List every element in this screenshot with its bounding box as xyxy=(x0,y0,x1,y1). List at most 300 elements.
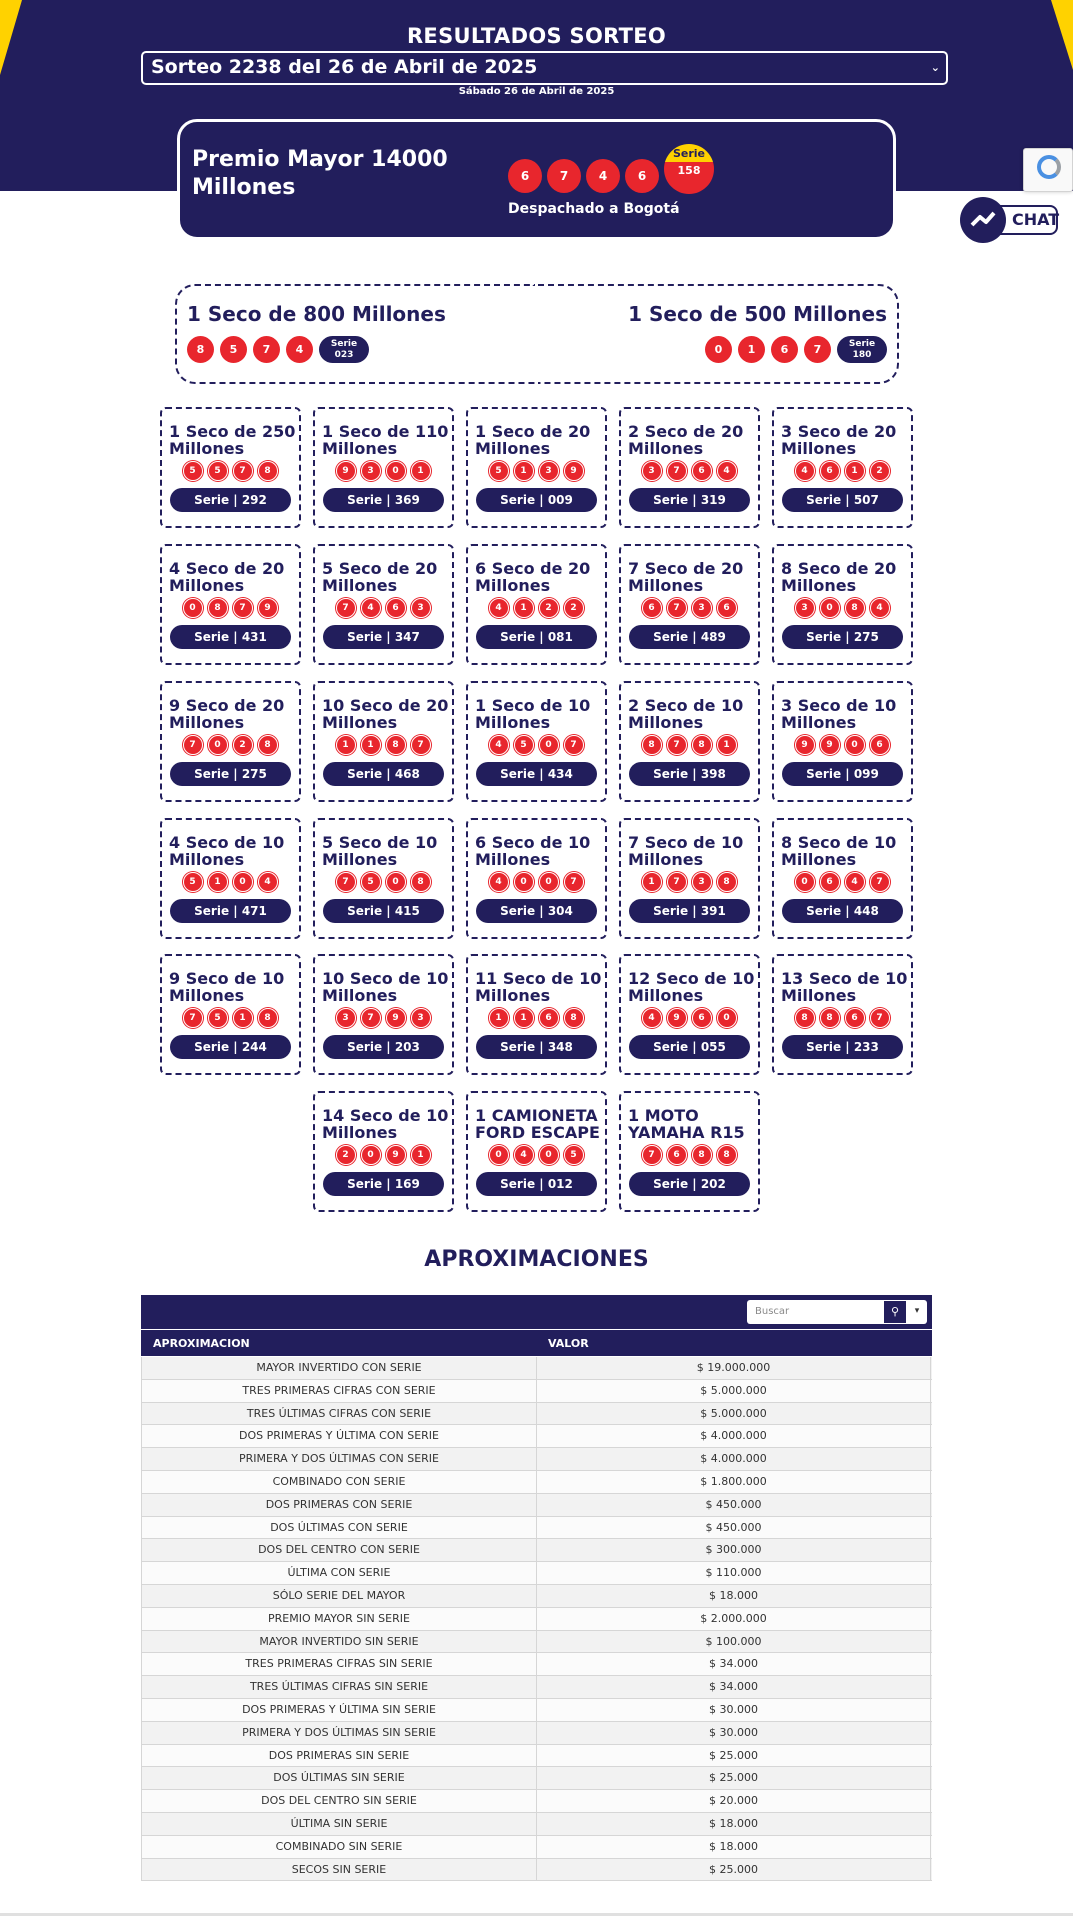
seco-title: 4 Seco de 10 Millones xyxy=(169,833,285,869)
serie-label: Serie xyxy=(330,339,358,349)
recaptcha-icon xyxy=(1037,155,1061,179)
seco-card xyxy=(160,681,301,802)
number-ball: 1 xyxy=(845,461,865,481)
seco-card xyxy=(313,681,454,802)
valor-cell: $ 4.000.000 xyxy=(536,1448,931,1470)
number-ball: 0 xyxy=(386,461,406,481)
table-row xyxy=(141,1471,932,1494)
number-ball: 7 xyxy=(667,735,687,755)
table-row xyxy=(141,1699,932,1722)
number-ball: 2 xyxy=(539,598,559,618)
seco-card xyxy=(466,544,607,665)
number-ball: 1 xyxy=(489,1008,509,1028)
search-icon[interactable]: ⚲ xyxy=(883,1300,907,1324)
serie-pill: Serie | 434 xyxy=(476,762,597,786)
serie-pill: Serie | 055 xyxy=(629,1035,750,1059)
number-ball: 8 xyxy=(692,1145,712,1165)
aproximacion-cell: DOS PRIMERAS Y ÚLTIMA SIN SERIE xyxy=(141,1699,536,1721)
seco-title: 3 Seco de 10 Millones xyxy=(781,696,897,732)
seco-numbers xyxy=(621,1145,757,1165)
seco-card xyxy=(160,954,301,1075)
seco-numbers xyxy=(774,461,910,481)
number-ball: 6 xyxy=(870,735,890,755)
aproximacion-cell: COMBINADO CON SERIE xyxy=(141,1471,536,1493)
number-ball: 0 xyxy=(208,735,228,755)
number-ball: 0 xyxy=(183,598,203,618)
seco-title: 5 Seco de 20 Millones xyxy=(322,559,438,595)
valor-cell: $ 30.000 xyxy=(536,1699,931,1721)
serie-pill: Serie | 415 xyxy=(323,899,444,923)
seco-card xyxy=(772,954,913,1075)
valor-cell: $ 34.000 xyxy=(536,1676,931,1698)
number-ball: 8 xyxy=(717,1145,737,1165)
number-ball: 8 xyxy=(692,735,712,755)
table-row xyxy=(141,1403,932,1426)
dropdown-toggle[interactable]: ▾ xyxy=(907,1300,927,1324)
aproximacion-cell: COMBINADO SIN SERIE xyxy=(141,1836,536,1858)
column-header[interactable]: VALOR xyxy=(548,1337,589,1350)
number-ball: 1 xyxy=(514,1008,534,1028)
seco-numbers xyxy=(468,598,604,618)
number-ball: 4 xyxy=(717,461,737,481)
table-row xyxy=(141,1631,932,1654)
number-ball: 6 xyxy=(820,872,840,892)
number-ball: 8 xyxy=(258,461,278,481)
aproximacion-cell: TRES PRIMERAS CIFRAS CON SERIE xyxy=(141,1380,536,1402)
premio-mayor-title: Premio Mayor 14000 Millones xyxy=(192,147,448,200)
valor-cell: $ 25.000 xyxy=(536,1767,931,1789)
number-ball: 8 xyxy=(795,1008,815,1028)
seco-card xyxy=(772,818,913,939)
aproximacion-cell: DOS ÚLTIMAS SIN SERIE xyxy=(141,1767,536,1789)
seco-card xyxy=(313,818,454,939)
number-ball: 2 xyxy=(336,1145,356,1165)
number-ball: 7 xyxy=(564,872,584,892)
messenger-icon xyxy=(960,197,1006,243)
table-row xyxy=(141,1745,932,1768)
number-ball: 7 xyxy=(361,1008,381,1028)
serie-pill: Serie | 319 xyxy=(629,488,750,512)
number-ball: 1 xyxy=(336,735,356,755)
seco-numbers xyxy=(468,1008,604,1028)
serie-pill: Serie | 012 xyxy=(476,1172,597,1196)
number-ball: 3 xyxy=(692,598,712,618)
serie-pill: Serie | 202 xyxy=(629,1172,750,1196)
number-ball: 6 xyxy=(692,461,712,481)
aproximacion-cell: PRIMERA Y DOS ÚLTIMAS SIN SERIE xyxy=(141,1722,536,1744)
number-ball: 0 xyxy=(539,872,559,892)
seco-numbers xyxy=(315,598,451,618)
seco-numbers xyxy=(315,1145,451,1165)
seco-numbers xyxy=(621,461,757,481)
number-ball: 2 xyxy=(233,735,253,755)
number-ball: 9 xyxy=(820,735,840,755)
number-ball: 5 xyxy=(220,336,247,363)
serie-pill: Serie | 431 xyxy=(170,625,291,649)
seco-card xyxy=(466,407,607,528)
number-ball: 8 xyxy=(845,598,865,618)
seco-numbers xyxy=(468,872,604,892)
number-ball: 1 xyxy=(717,735,737,755)
number-ball: 9 xyxy=(795,735,815,755)
seco-numbers xyxy=(468,735,604,755)
table-row xyxy=(141,1539,932,1562)
seco-numbers xyxy=(187,336,369,363)
seco-numbers xyxy=(315,1008,451,1028)
aproximacion-cell: DOS PRIMERAS CON SERIE xyxy=(141,1494,536,1516)
draw-date: Sábado 26 de Abril de 2025 xyxy=(458,86,615,97)
number-ball: 7 xyxy=(870,872,890,892)
draw-select[interactable] xyxy=(141,51,948,85)
seco-numbers xyxy=(705,336,887,363)
number-ball: 4 xyxy=(642,1008,662,1028)
serie-pill: Serie | 244 xyxy=(170,1035,291,1059)
number-ball: 6 xyxy=(642,598,662,618)
number-ball: 3 xyxy=(539,461,559,481)
number-ball: 6 xyxy=(625,159,659,193)
valor-cell: $ 450.000 xyxy=(536,1517,931,1539)
number-ball: 8 xyxy=(208,598,228,618)
seco-card xyxy=(619,1091,760,1212)
valor-cell: $ 20.000 xyxy=(536,1790,931,1812)
seco-numbers xyxy=(315,735,451,755)
seco-title: 10 Seco de 10 Millones xyxy=(322,969,449,1005)
number-ball: 9 xyxy=(667,1008,687,1028)
seco-title: 12 Seco de 10 Millones xyxy=(628,969,755,1005)
number-ball: 4 xyxy=(489,735,509,755)
number-ball: 5 xyxy=(183,461,203,481)
number-ball: 5 xyxy=(208,461,228,481)
seco-title: 2 Seco de 20 Millones xyxy=(628,422,744,458)
aproximacion-cell: DOS DEL CENTRO CON SERIE xyxy=(141,1539,536,1561)
number-ball: 5 xyxy=(208,1008,228,1028)
seco-numbers xyxy=(621,598,757,618)
number-ball: 0 xyxy=(717,1008,737,1028)
seco-card xyxy=(619,681,760,802)
seco-title: 1 Seco de 110 Millones xyxy=(322,422,449,458)
search-input[interactable]: Buscar xyxy=(747,1300,883,1324)
seco-card xyxy=(619,544,760,665)
number-ball: 8 xyxy=(564,1008,584,1028)
table-row xyxy=(141,1859,932,1882)
number-ball: 6 xyxy=(771,336,798,363)
number-ball: 8 xyxy=(386,735,406,755)
seco-title: 7 Seco de 20 Millones xyxy=(628,559,744,595)
seco-title: 1 MOTO YAMAHA R15 xyxy=(628,1106,745,1142)
number-ball: 2 xyxy=(564,598,584,618)
seco-title: 8 Seco de 10 Millones xyxy=(781,833,897,869)
number-ball: 6 xyxy=(820,461,840,481)
number-ball: 6 xyxy=(845,1008,865,1028)
valor-cell: $ 18.000 xyxy=(536,1813,931,1835)
valor-cell: $ 4.000.000 xyxy=(536,1425,931,1447)
number-ball: 7 xyxy=(870,1008,890,1028)
number-ball: 3 xyxy=(336,1008,356,1028)
number-ball: 3 xyxy=(361,461,381,481)
number-ball: 5 xyxy=(489,461,509,481)
number-ball: 5 xyxy=(514,735,534,755)
aproximacion-cell: DOS PRIMERAS SIN SERIE xyxy=(141,1745,536,1767)
table-row xyxy=(141,1813,932,1836)
number-ball: 0 xyxy=(386,872,406,892)
number-ball: 1 xyxy=(514,598,534,618)
number-ball: 3 xyxy=(692,872,712,892)
number-ball: 9 xyxy=(258,598,278,618)
recaptcha-badge[interactable] xyxy=(1023,148,1073,192)
aproximacion-cell: PREMIO MAYOR SIN SERIE xyxy=(141,1608,536,1630)
serie-pill: Serie | 009 xyxy=(476,488,597,512)
seco-title: 1 Seco de 250 Millones xyxy=(169,422,296,458)
serie-pill: Serie | 348 xyxy=(476,1035,597,1059)
seco-title: 1 Seco de 10 Millones xyxy=(475,696,591,732)
seco-title: 13 Seco de 10 Millones xyxy=(781,969,908,1005)
seco-numbers xyxy=(774,735,910,755)
seco-card xyxy=(772,407,913,528)
serie-pill: Serie | 489 xyxy=(629,625,750,649)
valor-cell: $ 5.000.000 xyxy=(536,1380,931,1402)
serie-pill: Serie | 391 xyxy=(629,899,750,923)
serie-pill: Serie | 275 xyxy=(782,625,903,649)
seco-title: 2 Seco de 10 Millones xyxy=(628,696,744,732)
seco-800-card xyxy=(175,284,535,384)
seco-numbers xyxy=(162,1008,298,1028)
valor-cell: $ 25.000 xyxy=(536,1859,931,1881)
number-ball: 6 xyxy=(508,159,542,193)
valor-cell: $ 100.000 xyxy=(536,1631,931,1653)
seco-card xyxy=(160,544,301,665)
seco-title: 5 Seco de 10 Millones xyxy=(322,833,438,869)
number-ball: 0 xyxy=(489,1145,509,1165)
serie-pill: Serie | 304 xyxy=(476,899,597,923)
serie-label: Serie xyxy=(848,339,876,349)
number-ball: 4 xyxy=(870,598,890,618)
seco-card xyxy=(619,407,760,528)
number-ball: 7 xyxy=(564,735,584,755)
seco-card xyxy=(160,818,301,939)
number-ball: 4 xyxy=(489,872,509,892)
seco-card xyxy=(466,818,607,939)
seco-title: 9 Seco de 10 Millones xyxy=(169,969,285,1005)
number-ball: 1 xyxy=(738,336,765,363)
seco-numbers xyxy=(774,1008,910,1028)
premio-mayor-numbers xyxy=(508,147,714,194)
valor-cell: $ 300.000 xyxy=(536,1539,931,1561)
number-ball: 7 xyxy=(183,1008,203,1028)
table-row xyxy=(141,1722,932,1745)
table-row xyxy=(141,1653,932,1676)
serie-pill: Serie | 369 xyxy=(323,488,444,512)
table-row xyxy=(141,1357,932,1380)
number-ball: 8 xyxy=(187,336,214,363)
seco-card xyxy=(313,407,454,528)
seco-title: 9 Seco de 20 Millones xyxy=(169,696,285,732)
number-ball: 5 xyxy=(564,1145,584,1165)
seco-numbers xyxy=(162,735,298,755)
valor-cell: $ 450.000 xyxy=(536,1494,931,1516)
number-ball: 4 xyxy=(514,1145,534,1165)
seco-title: 14 Seco de 10 Millones xyxy=(322,1106,449,1142)
number-ball: 7 xyxy=(642,1145,662,1165)
seco-numbers xyxy=(162,598,298,618)
valor-cell: $ 2.000.000 xyxy=(536,1608,931,1630)
seco-numbers xyxy=(468,1145,604,1165)
number-ball: 4 xyxy=(489,598,509,618)
number-ball: 5 xyxy=(361,872,381,892)
serie-pill: Serie | 398 xyxy=(629,762,750,786)
seco-numbers xyxy=(774,872,910,892)
number-ball: 7 xyxy=(336,598,356,618)
table-row xyxy=(141,1585,932,1608)
seco-title: 1 Seco de 800 Millones xyxy=(187,302,446,326)
number-ball: 3 xyxy=(411,1008,431,1028)
number-ball: 7 xyxy=(183,735,203,755)
table-row xyxy=(141,1767,932,1790)
serie-pill xyxy=(319,336,369,363)
serie-value: 023 xyxy=(334,350,354,360)
number-ball: 0 xyxy=(539,735,559,755)
draw-select-value: Sorteo 2238 del 26 de Abril de 2025 xyxy=(151,56,538,78)
number-ball: 7 xyxy=(667,872,687,892)
number-ball: 1 xyxy=(514,461,534,481)
valor-cell: $ 18.000 xyxy=(536,1836,931,1858)
aproximacion-cell: TRES ÚLTIMAS CIFRAS CON SERIE xyxy=(141,1403,536,1425)
number-ball: 7 xyxy=(667,461,687,481)
serie-pill: Serie | 292 xyxy=(170,488,291,512)
seco-title: 4 Seco de 20 Millones xyxy=(169,559,285,595)
seco-card xyxy=(466,954,607,1075)
number-ball: 0 xyxy=(820,598,840,618)
number-ball: 9 xyxy=(564,461,584,481)
aproximacion-cell: SÓLO SERIE DEL MAYOR xyxy=(141,1585,536,1607)
valor-cell: $ 1.800.000 xyxy=(536,1471,931,1493)
number-ball: 8 xyxy=(258,735,278,755)
number-ball: 7 xyxy=(233,598,253,618)
number-ball: 7 xyxy=(804,336,831,363)
number-ball: 3 xyxy=(411,598,431,618)
table-row xyxy=(141,1836,932,1859)
seco-numbers xyxy=(621,1008,757,1028)
number-ball: 7 xyxy=(336,872,356,892)
table-row xyxy=(141,1676,932,1699)
valor-cell: $ 19.000.000 xyxy=(536,1357,931,1379)
aproximaciones-title: APROXIMACIONES xyxy=(424,1247,649,1272)
number-ball: 0 xyxy=(845,735,865,755)
serie-pill: Serie | 507 xyxy=(782,488,903,512)
table-row xyxy=(141,1380,932,1403)
chat-label: CHAT xyxy=(996,205,1058,235)
number-ball: 8 xyxy=(258,1008,278,1028)
aproximacion-cell: DOS DEL CENTRO SIN SERIE xyxy=(141,1790,536,1812)
number-ball: 1 xyxy=(411,1145,431,1165)
serie-pill: Serie | 468 xyxy=(323,762,444,786)
seco-card xyxy=(313,1091,454,1212)
seco-card xyxy=(160,407,301,528)
number-ball: 4 xyxy=(845,872,865,892)
table-row xyxy=(141,1608,932,1631)
table-row xyxy=(141,1790,932,1813)
seco-card xyxy=(313,954,454,1075)
serie-value: 158 xyxy=(664,162,714,194)
number-ball: 4 xyxy=(361,598,381,618)
serie-ball xyxy=(664,144,714,194)
number-ball: 1 xyxy=(642,872,662,892)
table-row xyxy=(141,1517,932,1540)
number-ball: 5 xyxy=(183,872,203,892)
number-ball: 0 xyxy=(514,872,534,892)
seco-card xyxy=(619,818,760,939)
divider xyxy=(0,1913,1073,1916)
seco-title: 1 CAMIONETA FORD ESCAPE xyxy=(475,1106,600,1142)
seco-500-card xyxy=(538,284,899,384)
seco-card xyxy=(466,1091,607,1212)
serie-pill: Serie | 081 xyxy=(476,625,597,649)
number-ball: 7 xyxy=(253,336,280,363)
number-ball: 4 xyxy=(586,159,620,193)
valor-cell: $ 18.000 xyxy=(536,1585,931,1607)
valor-cell: $ 5.000.000 xyxy=(536,1403,931,1425)
number-ball: 7 xyxy=(547,159,581,193)
page-title: RESULTADOS SORTEO xyxy=(406,24,667,48)
column-header[interactable]: APROXIMACION xyxy=(153,1337,250,1350)
table-row xyxy=(141,1425,932,1448)
serie-pill: Serie | 169 xyxy=(323,1172,444,1196)
aproximacion-cell: ÚLTIMA SIN SERIE xyxy=(141,1813,536,1835)
table-body xyxy=(141,1357,932,1881)
number-ball: 3 xyxy=(795,598,815,618)
number-ball: 2 xyxy=(870,461,890,481)
valor-cell: $ 30.000 xyxy=(536,1722,931,1744)
number-ball: 8 xyxy=(820,1008,840,1028)
seco-numbers xyxy=(315,461,451,481)
seco-title: 1 Seco de 500 Millones xyxy=(628,302,887,326)
table-row xyxy=(141,1448,932,1471)
aproximacion-cell: ÚLTIMA CON SERIE xyxy=(141,1562,536,1584)
chevron-down-icon: ⌄ xyxy=(930,61,940,74)
aproximacion-cell: DOS PRIMERAS Y ÚLTIMA CON SERIE xyxy=(141,1425,536,1447)
number-ball: 1 xyxy=(208,872,228,892)
aproximacion-cell: MAYOR INVERTIDO SIN SERIE xyxy=(141,1631,536,1653)
seco-card xyxy=(772,681,913,802)
premio-mayor-place: Despachado a Bogotá xyxy=(508,201,680,217)
number-ball: 3 xyxy=(642,461,662,481)
serie-pill: Serie | 233 xyxy=(782,1035,903,1059)
serie-pill: Serie | 471 xyxy=(170,899,291,923)
number-ball: 1 xyxy=(361,735,381,755)
serie-value: 180 xyxy=(852,350,872,360)
table-row xyxy=(141,1494,932,1517)
number-ball: 9 xyxy=(386,1145,406,1165)
number-ball: 0 xyxy=(705,336,732,363)
number-ball: 1 xyxy=(411,461,431,481)
number-ball: 0 xyxy=(233,872,253,892)
number-ball: 7 xyxy=(667,598,687,618)
seco-title: 6 Seco de 20 Millones xyxy=(475,559,591,595)
serie-pill: Serie | 099 xyxy=(782,762,903,786)
seco-card xyxy=(772,544,913,665)
seco-numbers xyxy=(315,872,451,892)
valor-cell: $ 34.000 xyxy=(536,1653,931,1675)
number-ball: 6 xyxy=(667,1145,687,1165)
seco-title: 10 Seco de 20 Millones xyxy=(322,696,449,732)
seco-numbers xyxy=(468,461,604,481)
premio-mayor-card xyxy=(177,119,896,240)
number-ball: 7 xyxy=(411,735,431,755)
number-ball: 0 xyxy=(795,872,815,892)
number-ball: 6 xyxy=(539,1008,559,1028)
number-ball: 9 xyxy=(336,461,356,481)
serie-pill: Serie | 203 xyxy=(323,1035,444,1059)
chat-button[interactable] xyxy=(960,197,1060,243)
